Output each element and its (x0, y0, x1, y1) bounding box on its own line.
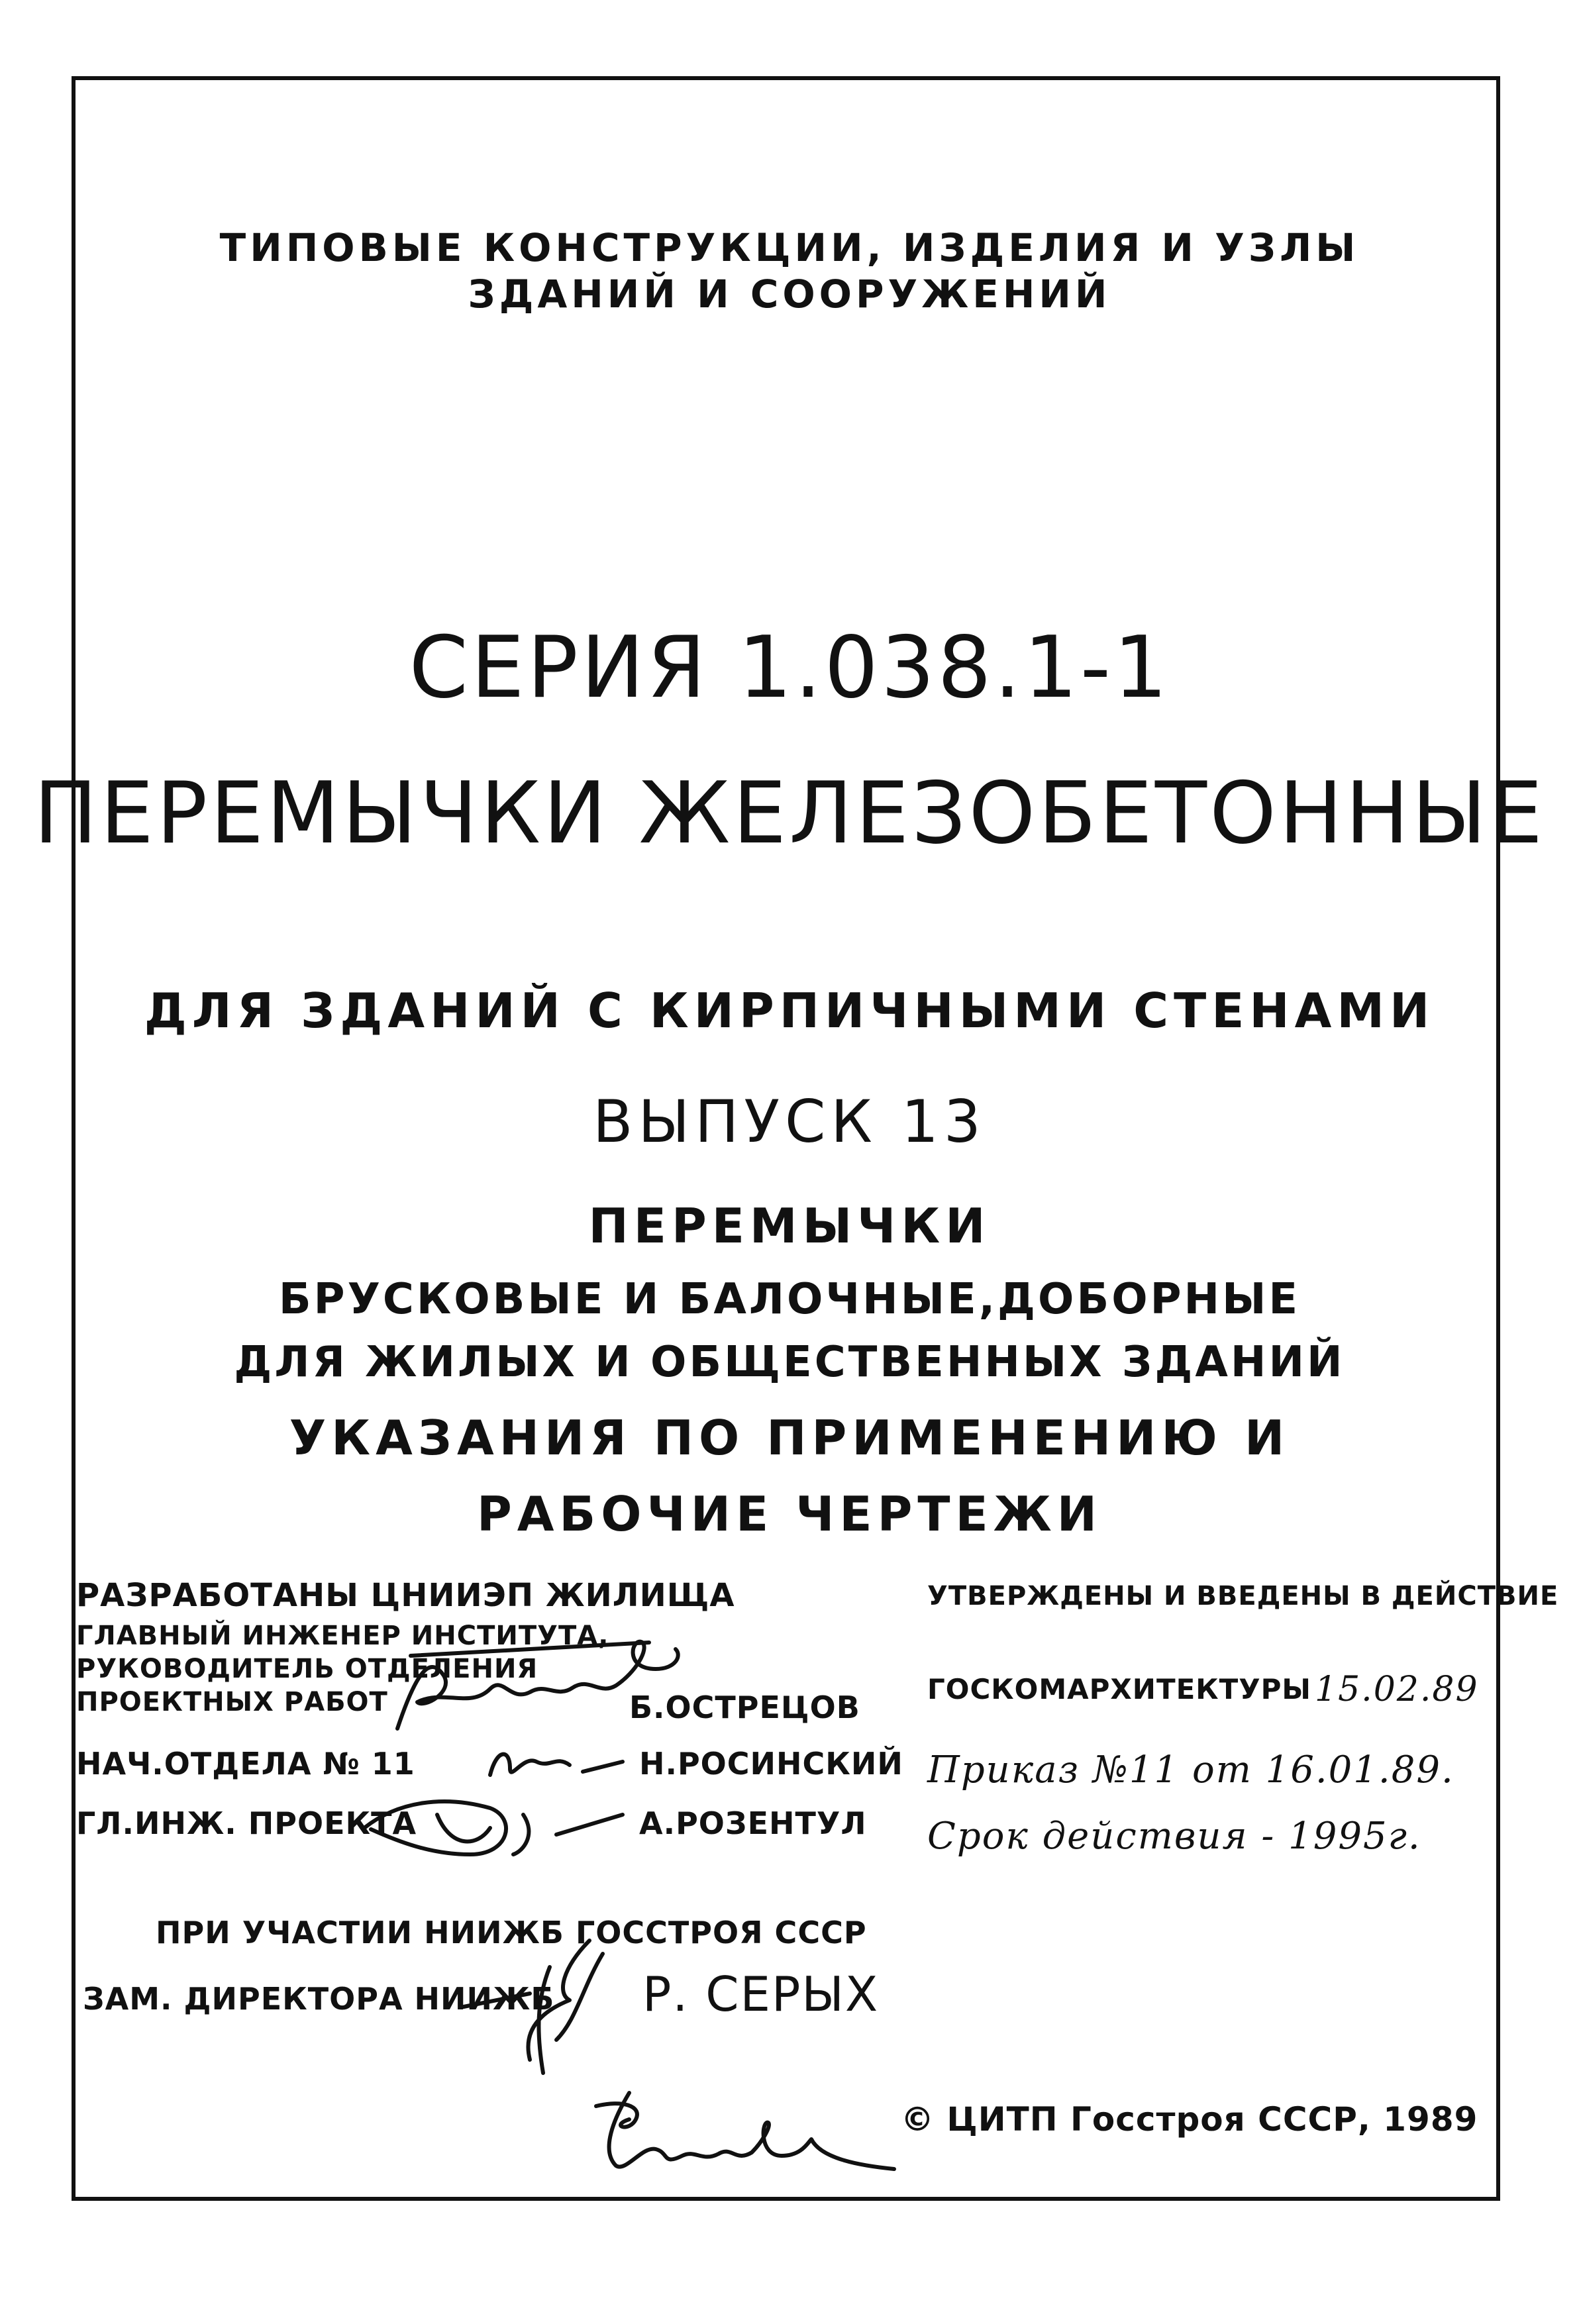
subject-line-3: ДЛЯ ЖИЛЫХ И ОБЩЕСТВЕННЫХ ЗДАНИЙ (234, 1338, 1345, 1387)
participation-line: ПРИ УЧАСТИИ НИИЖБ ГОССТРОЯ СССР (156, 1915, 867, 1950)
head-role: НАЧ.ОТДЕЛА № 11 (76, 1746, 415, 1782)
head-name: Н.РОСИНСКИЙ (639, 1746, 903, 1782)
project-signature (358, 1788, 649, 1868)
project-role: ГЛ.ИНЖ. ПРОЕКТА (76, 1805, 417, 1841)
header-line-1: ТИПОВЫЕ КОНСТРУКЦИИ, ИЗДЕЛИЯ И УЗЛЫ (219, 225, 1360, 270)
purpose-line: ДЛЯ ЗДАНИЙ С КИРПИЧНЫМИ СТЕНАМИ (144, 983, 1435, 1038)
issue-number: ВЫПУСК 13 (593, 1087, 986, 1156)
header-line-2: ЗДАНИЙ И СООРУЖЕНИЙ (468, 272, 1111, 317)
chief-role-line-2: РУКОВОДИТЕЛЬ ОТДЕЛЕНИЯ (76, 1654, 538, 1684)
subject-line-1: ПЕРЕМЫЧКИ (588, 1198, 991, 1254)
developers-heading: РАЗРАБОТАНЫ ЦНИИЭП ЖИЛИЩА (76, 1577, 735, 1614)
participation-name: Р. СЕРЫХ (642, 1966, 880, 2022)
series-title: СЕРИЯ 1.038.1-1 (409, 619, 1170, 717)
approval-body: ГОСКОМАРХИТЕКТУРЫ (927, 1673, 1311, 1705)
chief-name: Б.ОСТРЕЦОВ (629, 1690, 860, 1725)
approval-date: 15.02.89 (1315, 1670, 1479, 1709)
product-name: ПЕРЕМЫЧКИ ЖЕЛЕЗОБЕТОННЫЕ (33, 764, 1546, 863)
chief-signature (371, 1629, 689, 1742)
niizhb-signature (457, 1927, 629, 2086)
copyright: © ЦИТП Госстроя СССР, 1989 (901, 2100, 1478, 2139)
content-line-2: РАБОЧИЕ ЧЕРТЕЖИ (476, 1486, 1103, 1542)
content-line-1: УКАЗАНИЯ ПО ПРИМЕНЕНИЮ И (289, 1410, 1290, 1466)
subject-line-2: БРУСКОВЫЕ И БАЛОЧНЫЕ,ДОБОРНЫЕ (278, 1275, 1301, 1324)
approval-heading: УТВЕРЖДЕНЫ И ВВЕДЕНЫ В ДЕЙСТВИЕ (927, 1581, 1559, 1611)
approval-validity: Срок действия - 1995г. (927, 1815, 1421, 1858)
head-signature (484, 1735, 642, 1795)
chief-role-line-1: ГЛАВНЫЙ ИНЖЕНЕР ИНСТИТУТА, (76, 1621, 609, 1651)
approval-order: Приказ №11 от 16.01.89. (927, 1748, 1454, 1792)
participation-role: ЗАМ. ДИРЕКТОРА НИИЖБ (83, 1981, 555, 2017)
bottom-signature (583, 2080, 927, 2179)
project-name: А.РОЗЕНТУЛ (639, 1805, 867, 1841)
chief-role-line-3: ПРОЕКТНЫХ РАБОТ (76, 1687, 388, 1717)
